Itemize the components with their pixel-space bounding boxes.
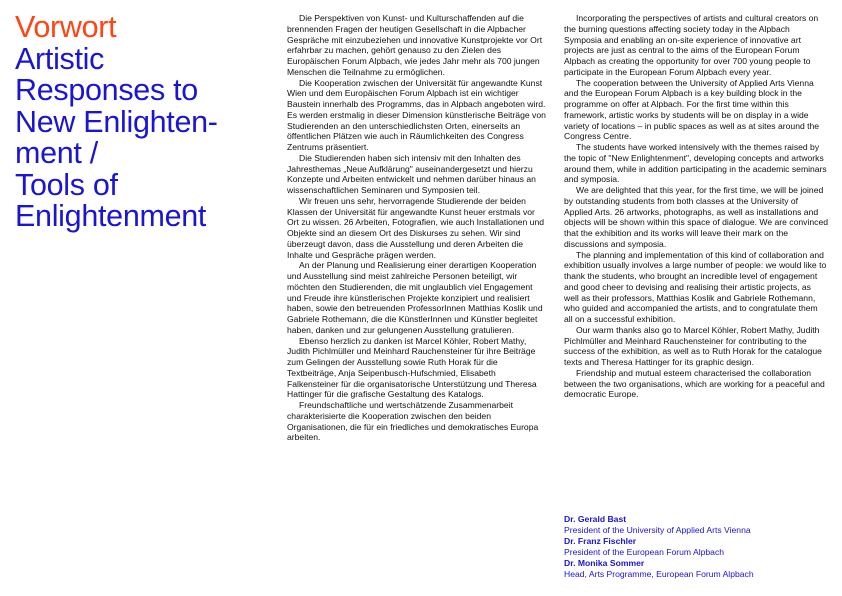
german-paragraph: Die Kooperation zwischen der Universität für angewandte Kunst Wien und dem Europäischen Forum Alpbach ist ein wichtiger Baustein innerhalb des Programms, das in Alpbach angeboten wird. Es werden erstmalig in dieser Dimension künstlerische Beiträge von Studierenden an den unterschiedlichsten Orten, einerseits an öffentlichen Plätzen wie auch in Räumlichkeiten des Congress Zentrums präsentiert.: [287, 77, 546, 152]
german-paragraph: Wir freuen uns sehr, hervorragende Studierende der beiden Klassen der Universität für angewandte Kunst heuer erstmals vor Ort zu wissen. 26 Arbeiten, Fotografien, wie auch Installationen und Objekte sind an diesem Ort des Diskurses zu sehen. Wir sind überzeugt davon, dass die Ausstellung und deren Arbeiten die Inhalte und Gespräche prägen werden.: [287, 195, 545, 260]
english-paragraph: Our warm thanks also go to Marcel Köhler, Robert Mathy, Judith Pichlmüller and Meinhard Rauchensteiner for contributing to the success of the exhibition, as well as to Ruth Horak for the catalogue texts and Theresa Hattinger for its graphic design.: [564, 324, 822, 367]
title-line: Responses to: [15, 73, 198, 107]
signatory-name: Dr. Gerald Bast: [564, 514, 627, 524]
english-paragraph: The planning and implementation of this kind of collaboration and exhibition usually involves a large number of people: we would like to thank the students, who brought an incredible level of engagement and good cheer to devising and realising their artistic projects, as well as their professors, Matthias Koslik and Gabriele Rothemann, who guided and accompanied the artists, and to congratulate them all on a successful exhibition.: [564, 249, 827, 324]
german-paragraph: Freundschaftliche und wertschätzende Zusammenarbeit charakterisierte die Kooperation zwischen den beiden Organisationen, die für ein friedliches und demokratisches Europa arbeiten.: [287, 400, 539, 443]
title-kicker: Vorwort: [15, 10, 117, 44]
german-paragraph: Die Studierenden haben sich intensiv mit den Inhalten des Jahresthemas „Neue Aufklärung" auseinandergesetzt und hierzu Konzepte und Arbeiten entwickelt und nehmen darüber hinaus an wissenschaftlichen Seminaren und Symposien teil.: [287, 152, 536, 195]
signatory-role: President of the University of Applied Arts Vienna: [564, 524, 751, 535]
signatory-role: Head, Arts Programme, European Forum Alpbach: [564, 568, 754, 579]
title-line: Enlightenment: [15, 199, 207, 233]
english-paragraph: We are delighted that this year, for the first time, we will be joined by outstanding students from both classes at the University of Applied Arts. 26 artworks, photographs, as well as installations and objects will be shown within this space of dialogue. We are convinced that the exhibition and its works will leave their mark on the discussions and symposia.: [564, 185, 829, 249]
title-line: Artistic: [15, 41, 105, 76]
english-paragraph: Incorporating the perspectives of artists and cultural creators on the burning questions affecting society today in the Alpbach Symposia and enabling an on-site experience of innovative art projects are just as central to the aims of the European Forum Alpbach as creating the opportunity for over 700 young people to participate in the European Forum Alpbach every year.: [564, 13, 819, 77]
signatory-name: Dr. Franz Fischler: [564, 535, 637, 546]
german-text-column: [287, 13, 549, 443]
english-text-column: [564, 13, 828, 400]
english-paragraph: The students have worked intensively with the themes raised by the topic of "New Enlightenment", developing concepts and artworks around them, while in addition participating in the academic seminars and symposia.: [564, 142, 827, 185]
title-line: New Enlighten-: [15, 104, 218, 139]
title-line: Tools of: [15, 167, 118, 202]
german-paragraph: Ebenso herzlich zu danken ist Marcel Köhler, Robert Mathy, Judith Pichlmüller und Meinhard Rauchensteiner für ihre Beiträge zum Gelingen der Ausstellung sowie Ruth Horak für die Textbeiträge, Anja Seipenbusch-Hufschmied, Elisabeth Falkensteiner für die organisatorische Unterstützung und Theresa Hattinger für die grafische Gestaltung des Katalogs.: [287, 335, 537, 400]
english-paragraph: The cooperation between the University of Applied Arts Vienna and the European Forum Alpbach is a key building block in the programme on offer at Alpbach. For the first time within this framework, artistic works by students will be on display in a wide variety of locations – in public spaces as well as at sites around the Congress Centre.: [564, 77, 820, 142]
signatory-role: President of the European Forum Alpbach: [564, 546, 725, 557]
german-paragraph: Die Perspektiven von Kunst- und Kulturschaffenden auf die brennenden Fragen der heutigen Gesellschaft in die Alpbacher Gespräche mit einzubeziehen und innovative Kunstprojekte vor Ort erfahrbar zu machen, gehört genauso zu den Zielen des Europäischen Forum Alpbach, wie jedes Jahr mehr als 700 jungen Menschen die Teilnahme zu ermöglichen.: [287, 13, 543, 77]
german-paragraph: An der Planung und Realisierung einer derartigen Kooperation und Ausstellung sind meist zahlreiche Personen beteiligt, wir möchten den Studierenden, die mit unglaublich viel Engagement und Freude ihre künstlerischen Projekte konzipiert und realisiert haben, sowie den betreuenden ProfessorInnen Matthias Koslik und Gabriele Rothemann, die die KünstlerInnen und Künstler begleitet haben, danken und zur gelungenen Ausstellung gratulieren.: [287, 260, 543, 335]
signatory-name: Dr. Monika Sommer: [564, 557, 645, 568]
title-line: ment /: [15, 136, 98, 170]
signatures-block: [564, 514, 834, 579]
page-title: [15, 12, 275, 233]
english-paragraph: Friendship and mutual esteem characterised the collaboration between the two organisations, which are working for a peaceful and democratic Europe.: [564, 367, 825, 400]
